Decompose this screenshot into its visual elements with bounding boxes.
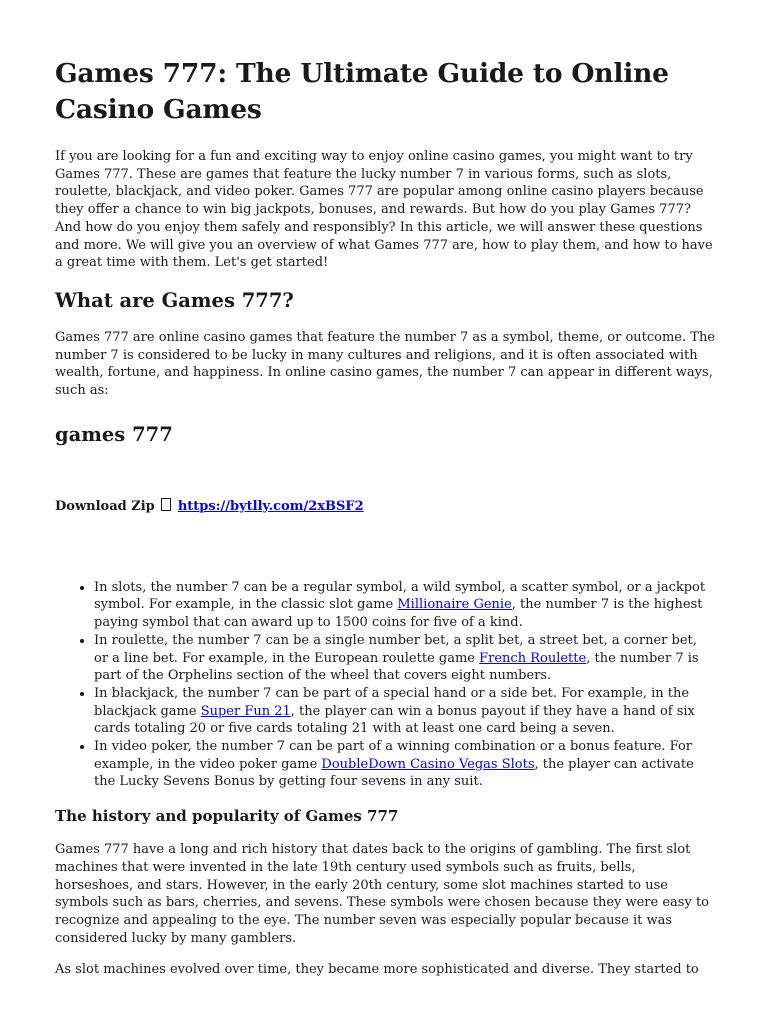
download-link[interactable]: https://bytlly.com/2xBSF2 [177,498,364,514]
super-fun-21-link[interactable]: Super Fun 21 [200,703,291,719]
list-item [94,632,715,685]
list-item-text: In blackjack, the number 7 can be part of a special hand or a side bet. For example, in the blackjack game [94,685,690,719]
document-page [55,56,715,979]
what-are-games-paragraph: Games 777 are online casino games that feature the number 7 as a symbol, theme, or outcome. The number 7 is considered to be lucky in many cultures and religions, and it is often associated with wealth, fortune, and happiness. In online casino games, the number 7 can appear in different ways, such as: [55,329,716,399]
missing-glyph-box-icon [161,498,171,511]
download-label: Download Zip [55,498,155,514]
list-item [94,579,715,632]
list-item-text: In slots, the number 7 can be a regular symbol, a wild symbol, a scatter symbol, or a jackpot symbol. For example, in the classic slot game [94,579,706,613]
list-item-text: In video poker, the number 7 can be part of a winning combination or a bonus feature. For example, in the video poker game [94,739,693,772]
history-paragraph-1: Games 777 have a long and rich history that dates back to the origins of gambling. The first slot machines that were invented in the late 19th century used symbols such as fruits, bells, horseshoes, and stars. However, in the early 20th century, some slot machines started to use symbols such as bars, cherries, and sevens. These symbols were chosen because they were easy to recognize and appealing to the eye. The number seven was especially popular because it was considered lucky by many gamblers. [55,842,709,946]
history-heading: The history and popularity of Games 777 [55,807,399,826]
list-item-text: , the number 7 is the highest paying symbol that can award up to 1500 coins for five of a kind. [94,597,703,631]
download-line [55,498,715,516]
list-item-text: , the player can win a bonus payout if they have a hand of six cards totaling 20 or five cards totaling 21 with at least one card being a seven. [94,703,695,737]
what-are-games-heading: What are Games 777? [55,288,294,312]
list-item [94,685,715,738]
page-title: Games 777: The Ultimate Guide to Online Casino Games [55,58,669,125]
doubledown-casino-link[interactable]: DoubleDown Casino Vegas Slots [321,756,535,772]
list-item-text: In roulette, the number 7 can be a single number bet, a split bet, a street bet, a corner bet, or a line bet. For example, in the European roulette game [94,632,697,666]
history-paragraph-2: As slot machines evolved over time, they became more sophisticated and diverse. They started to [55,962,699,978]
french-roulette-link[interactable]: French Roulette [479,650,587,666]
millionaire-genie-link[interactable]: Millionaire Genie [397,597,512,613]
intro-paragraph: If you are looking for a fun and exciting way to enjoy online casino games, you might want to try Games 777. These are games that feature the lucky number 7 in various forms, such as slots, roulette, blackjack, and video poker. Games 777 are popular among online casino players because they offer a chance to win big jackpots, bonuses, and rewards. But how do you play Games 777? And how do you enjoy them safely and responsibly? In this article, we will answer these questions and more. We will give you an overview of what Games 777 are, how to play them, and how to have a great time with them. Let's get started! [55,149,713,271]
list-item-text: , the number 7 is part of the Orphelins section of the wheel that covers eight numbers. [94,650,699,684]
list-item [94,738,715,791]
games-777-heading: games 777 [55,422,173,446]
number-seven-list [55,579,715,791]
list-item-text: , the player can activate the Lucky Sevens Bonus by getting four sevens in any suit. [94,756,694,790]
